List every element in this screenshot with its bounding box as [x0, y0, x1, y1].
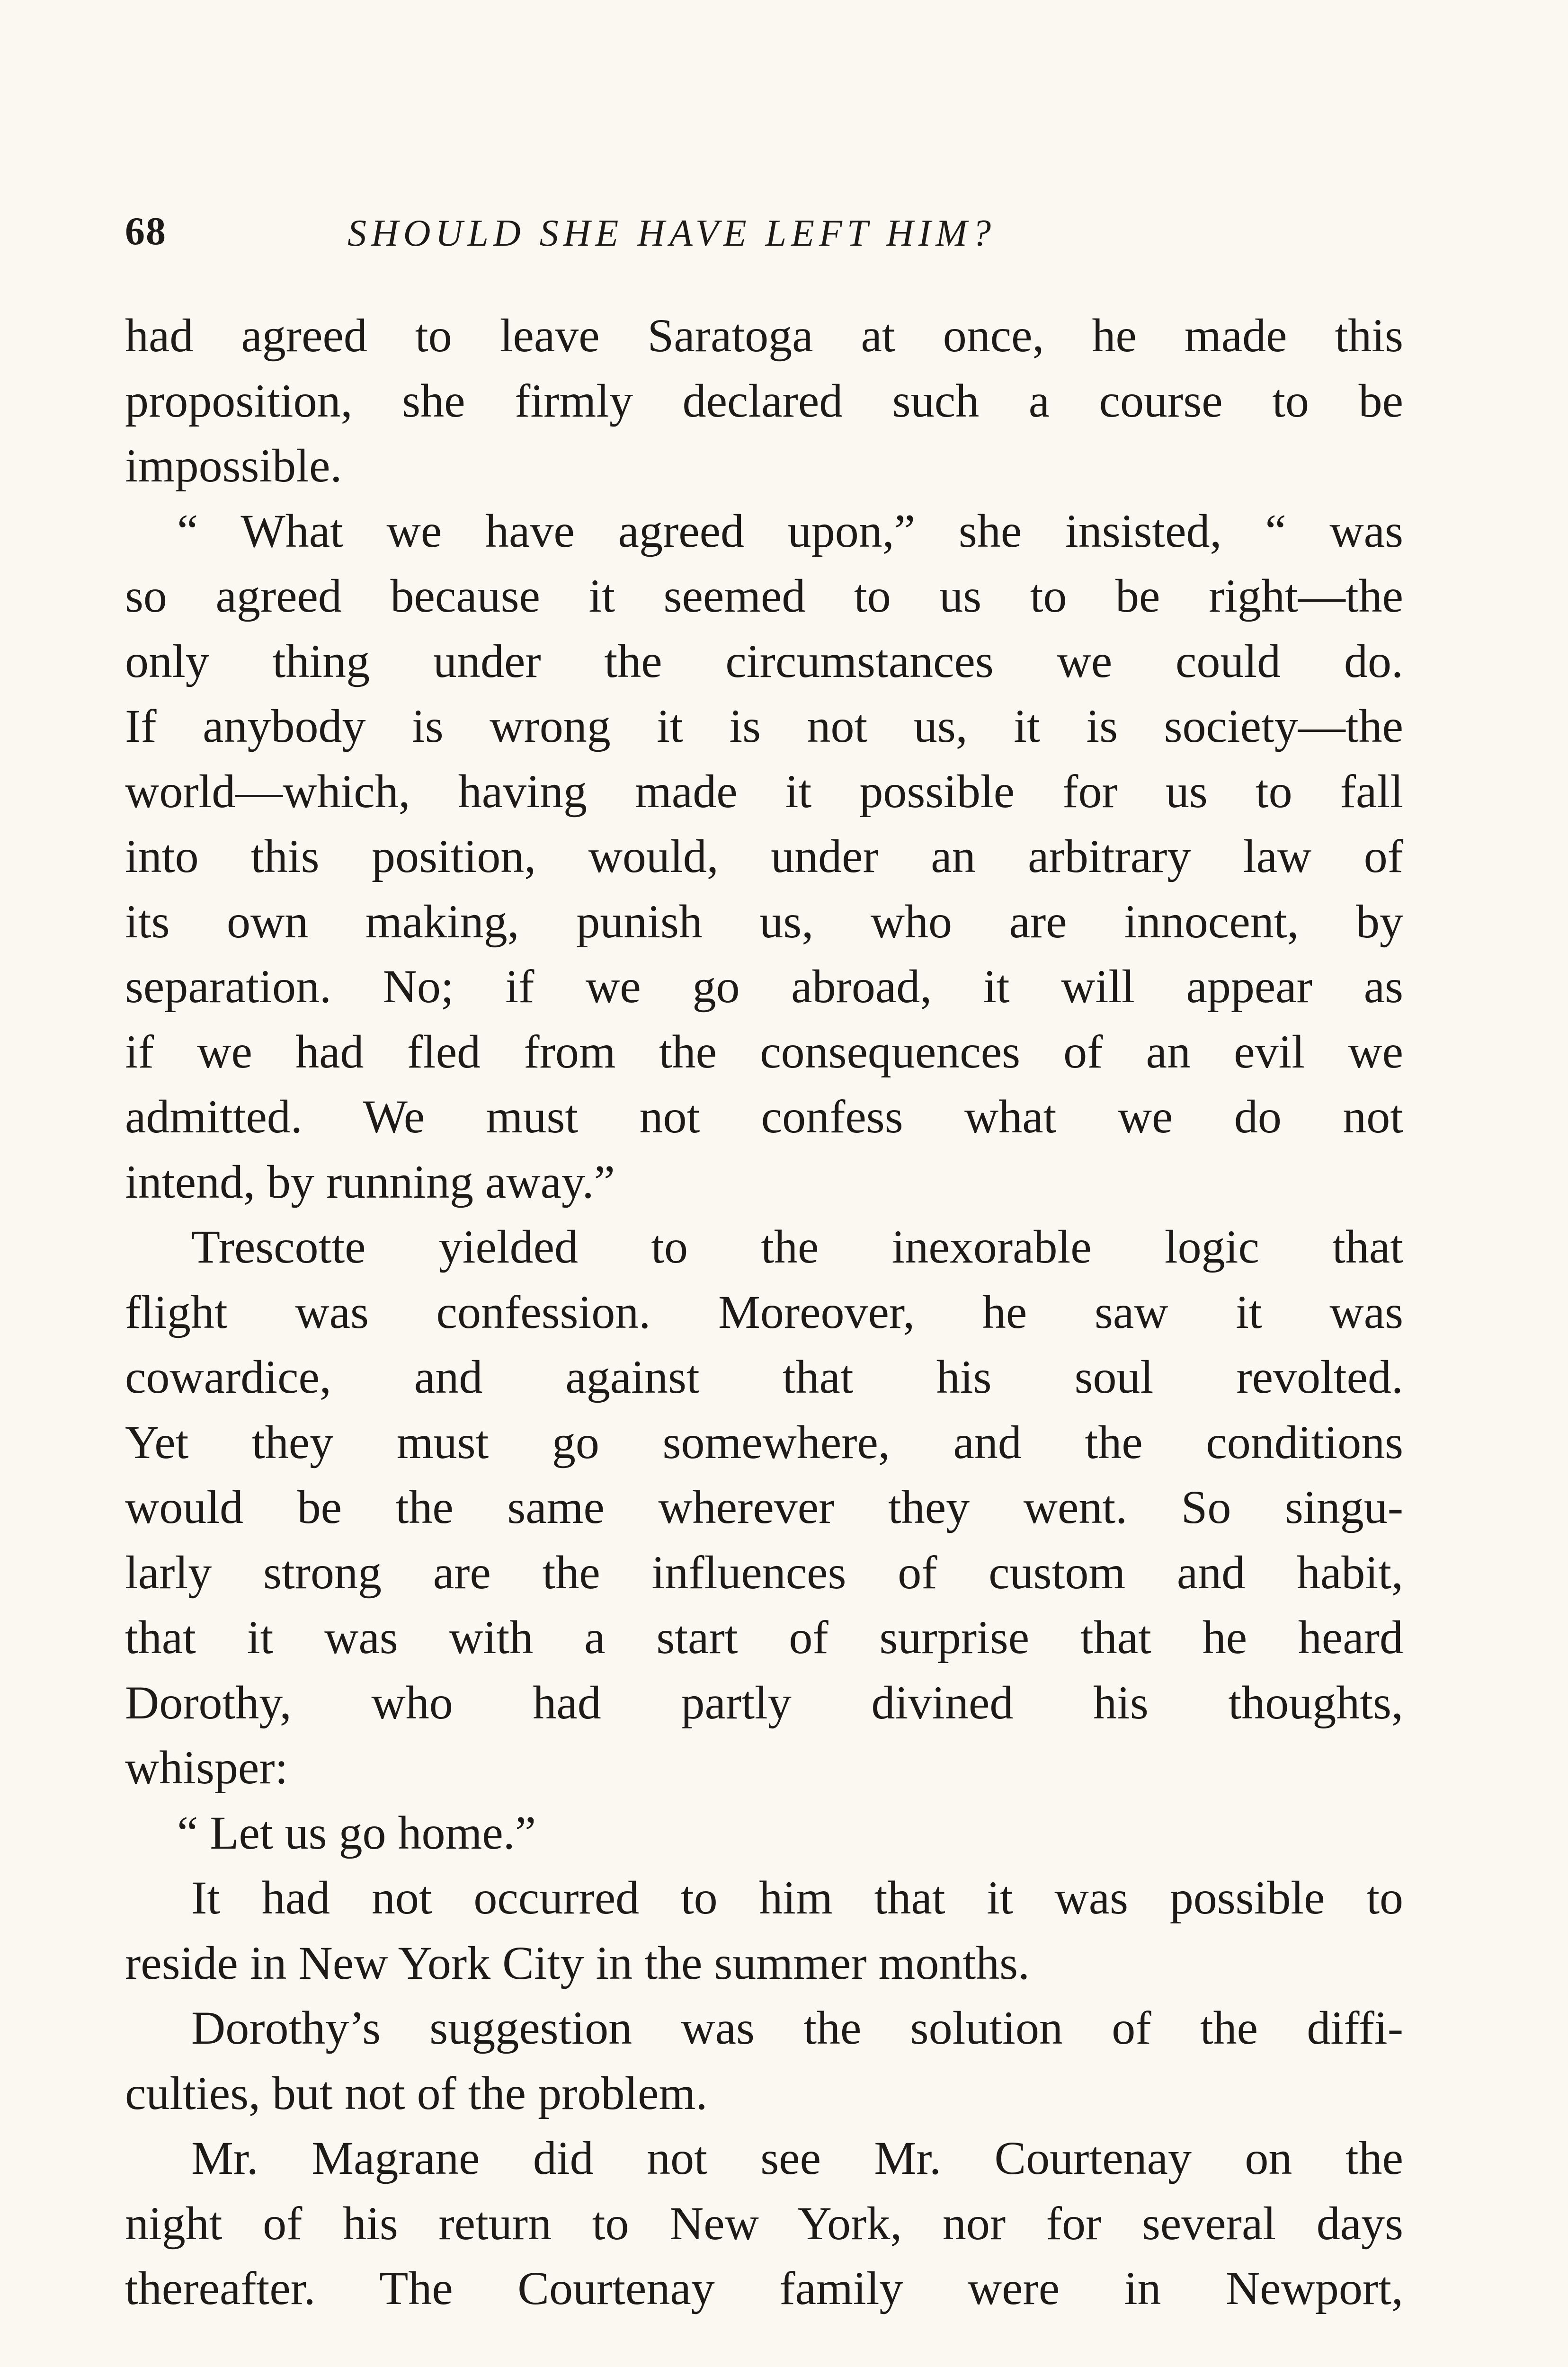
text-line: if we had fled from the consequences of an evil we: [125, 1025, 1403, 1078]
text-line: had agreed to leave Saratoga at once, he made this: [125, 309, 1403, 362]
text-line: “ Let us go home.”: [177, 1806, 536, 1859]
text-line: Trescotte yielded to the inexorable logic that: [191, 1220, 1403, 1273]
text-line: so agreed because it seemed to us to be right—the: [125, 570, 1403, 622]
text-line: intend, by running away.”: [125, 1155, 615, 1208]
text-line: cowardice, and against that his soul revolted.: [125, 1351, 1403, 1403]
text-line: separation. No; if we go abroad, it will appear as: [125, 960, 1403, 1013]
body-text: [125, 303, 1403, 2321]
text-line: culties, but not of the problem.: [125, 2066, 708, 2119]
text-line: proposition, she firmly declared such a course to be: [125, 374, 1403, 427]
text-line: would be the same wherever they went. So singu-: [125, 1481, 1403, 1533]
text-line: into this position, would, under an arbitrary law of: [125, 830, 1403, 882]
text-line: its own making, punish us, who are innocent, by: [125, 895, 1403, 948]
text-line: world—which, having made it possible for us to fall: [125, 765, 1403, 818]
text-line: admitted. We must not confess what we do not: [125, 1090, 1403, 1143]
text-line: whisper:: [125, 1741, 288, 1794]
text-line: “ What we have agreed upon,” she insisted, “ was: [177, 504, 1403, 557]
text-line: Dorothy’s suggestion was the solution of the diffi-: [191, 2002, 1403, 2054]
text-line: It had not occurred to him that it was possible to: [191, 1871, 1403, 1924]
text-line: impossible.: [125, 439, 342, 492]
text-line: Yet they must go somewhere, and the conditions: [125, 1415, 1403, 1468]
text-line: Mr. Magrane did not see Mr. Courtenay on the: [191, 2132, 1403, 2184]
text-line: only thing under the circumstances we could do.: [125, 634, 1403, 687]
text-line: flight was confession. Moreover, he saw it was: [125, 1285, 1403, 1338]
page-number: 68: [125, 209, 167, 253]
text-line: that it was with a start of surprise that he heard: [125, 1611, 1403, 1664]
text-line: Dorothy, who had partly divined his thoughts,: [125, 1676, 1403, 1729]
text-line: thereafter. The Courtenay family were in Newport,: [125, 2262, 1403, 2314]
text-line: reside in New York City in the summer months.: [125, 1936, 1030, 1989]
text-line: larly strong are the influences of custom and habit,: [125, 1546, 1403, 1599]
text-line: night of his return to New York, nor for several days: [125, 2197, 1403, 2250]
running-head: [125, 208, 1403, 260]
running-title: SHOULD SHE HAVE LEFT HIM?: [347, 213, 996, 254]
text-line: If anybody is wrong it is not us, it is society—the: [125, 700, 1403, 752]
